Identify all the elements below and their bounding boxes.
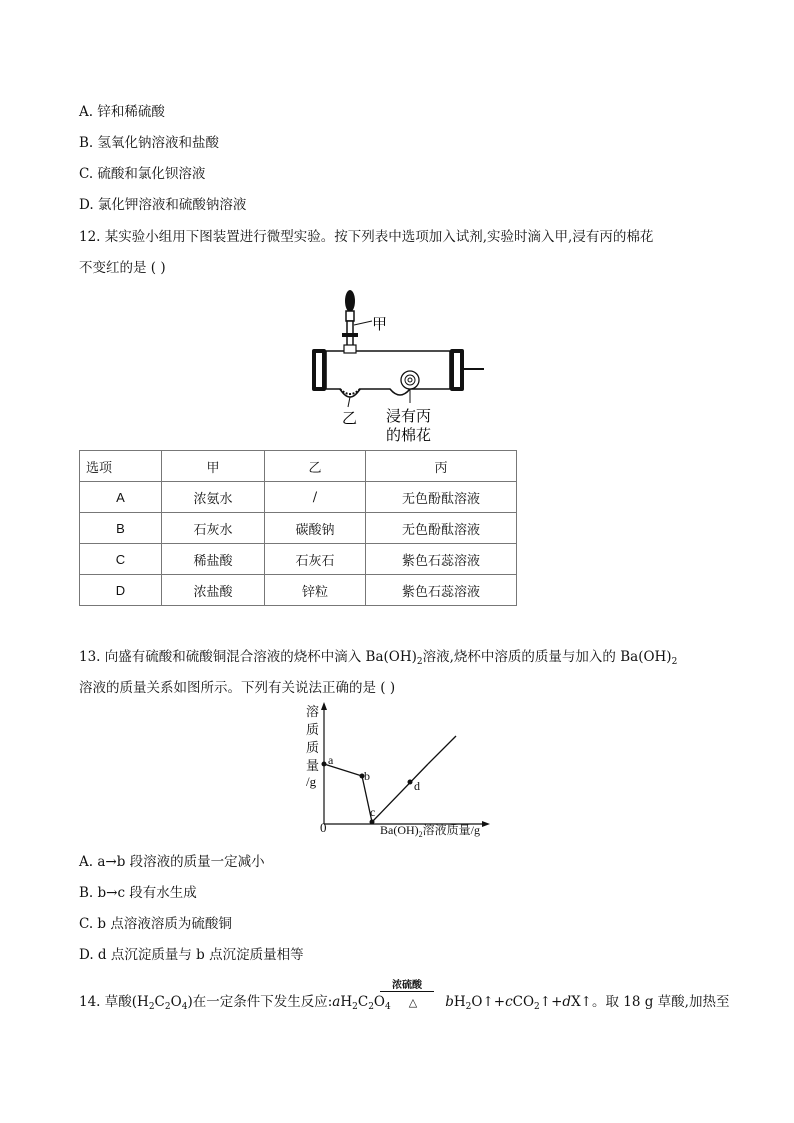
point-label-a: a (328, 753, 334, 767)
table-cell: 石灰水 (162, 513, 265, 544)
y-label-2: 质 (306, 722, 320, 737)
table-row (80, 575, 517, 606)
table-cell: D (80, 575, 162, 606)
q13-stem-line1: 13. 向盛有硫酸和硫酸铜混合溶液的烧杯中滴入 $Ba(OH)_2$溶液,烧杯中溶质的质量与加入的 $Ba(OH)_2$ (79, 649, 678, 667)
catalyst-label: 浓硫酸 (392, 980, 422, 991)
table-cell: 紫色石蕊溶液 (366, 575, 517, 606)
q11-option-b: B. 氢氧化钠溶液和盐酸 (79, 135, 220, 151)
main-tube (326, 351, 450, 397)
q14-stem: 14. 草酸$(H_2C_2O_4)$在一定条件下发生反应$:aH_2C_2O_4$ △ $bH_2O↑+cCO_2↑+dX↑$。取 18 g 草酸,加热至 (79, 994, 730, 1012)
y-label-4: 量 (306, 758, 320, 773)
y-label-1: 溶 (306, 704, 320, 719)
table-cell: A (80, 482, 162, 513)
table-header: 丙 (366, 451, 517, 482)
point-c (370, 820, 375, 825)
x-axis-label: $Ba(OH)_2$溶液质量/g (380, 823, 480, 839)
heat-symbol: △ (408, 996, 418, 1009)
table-cell: 无色酚酞溶液 (366, 513, 517, 544)
solute-mass-graph (300, 700, 500, 845)
q12-stem-line1: 12. 某实验小组用下图装置进行微型实验。按下列表中选项加入试剂,实验时滴入甲,浸有丙的棉花 (79, 229, 654, 245)
table-cell: / (265, 482, 366, 513)
cotton-ball (401, 371, 419, 389)
table-cell: 碳酸钠 (265, 513, 366, 544)
point-label-b: b (364, 769, 370, 783)
y-label-3: 质 (306, 740, 320, 755)
q11-option-d: D. 氯化钾溶液和硫酸钠溶液 (79, 197, 247, 213)
table-cell: 锌粒 (265, 575, 366, 606)
table-header: 乙 (265, 451, 366, 482)
q11-option-a: A. 锌和稀硫酸 (79, 104, 165, 120)
label-bing-line2: 的棉花 (386, 426, 432, 444)
reaction-arrow-line (380, 991, 434, 992)
q12-stem-line2: 不变红的是 ( ) (79, 260, 166, 276)
table-cell: C (80, 544, 162, 575)
label-yi: 乙 (342, 409, 358, 427)
q13-option-a: A. a→b 段溶液的质量一定减小 (79, 854, 265, 870)
label-bing-line1: 浸有丙 (386, 407, 432, 425)
data-line (324, 764, 428, 822)
q13-option-d: D. d 点沉淀质量与 b 点沉淀质量相等 (79, 947, 304, 963)
table-header: 选项 (80, 451, 162, 482)
dropper-bulb (345, 290, 355, 312)
table-cell: 紫色石蕊溶液 (366, 544, 517, 575)
table-row (80, 513, 517, 544)
y-label-5: /g (306, 774, 317, 789)
table-row (80, 544, 517, 575)
point-d (408, 780, 413, 785)
q13-stem-line2: 溶液的质量关系如图所示。下列有关说法正确的是 ( ) (79, 680, 396, 696)
point-a (322, 762, 327, 767)
q11-option-c: C. 硫酸和氯化钡溶液 (79, 166, 206, 182)
label-jia: 甲 (372, 315, 388, 333)
q13-option-c: C. b 点溶液溶质为硫酸铜 (79, 916, 232, 932)
q12-options-table (79, 450, 517, 606)
q13-option-b: B. b→c 段有水生成 (79, 885, 197, 901)
table-cell: 浓氨水 (162, 482, 265, 513)
point-label-d: d (414, 779, 420, 793)
table-header-row (80, 451, 517, 482)
table-cell: 稀盐酸 (162, 544, 265, 575)
table-cell: 无色酚酞溶液 (366, 482, 517, 513)
point-label-c: c (370, 805, 376, 819)
origin-label: 0 (320, 820, 327, 835)
apparatus-figure (300, 285, 500, 445)
table-row (80, 482, 517, 513)
table-cell: 石灰石 (265, 544, 366, 575)
table-header: 甲 (162, 451, 265, 482)
table-cell: B (80, 513, 162, 544)
table-cell: 浓盐酸 (162, 575, 265, 606)
